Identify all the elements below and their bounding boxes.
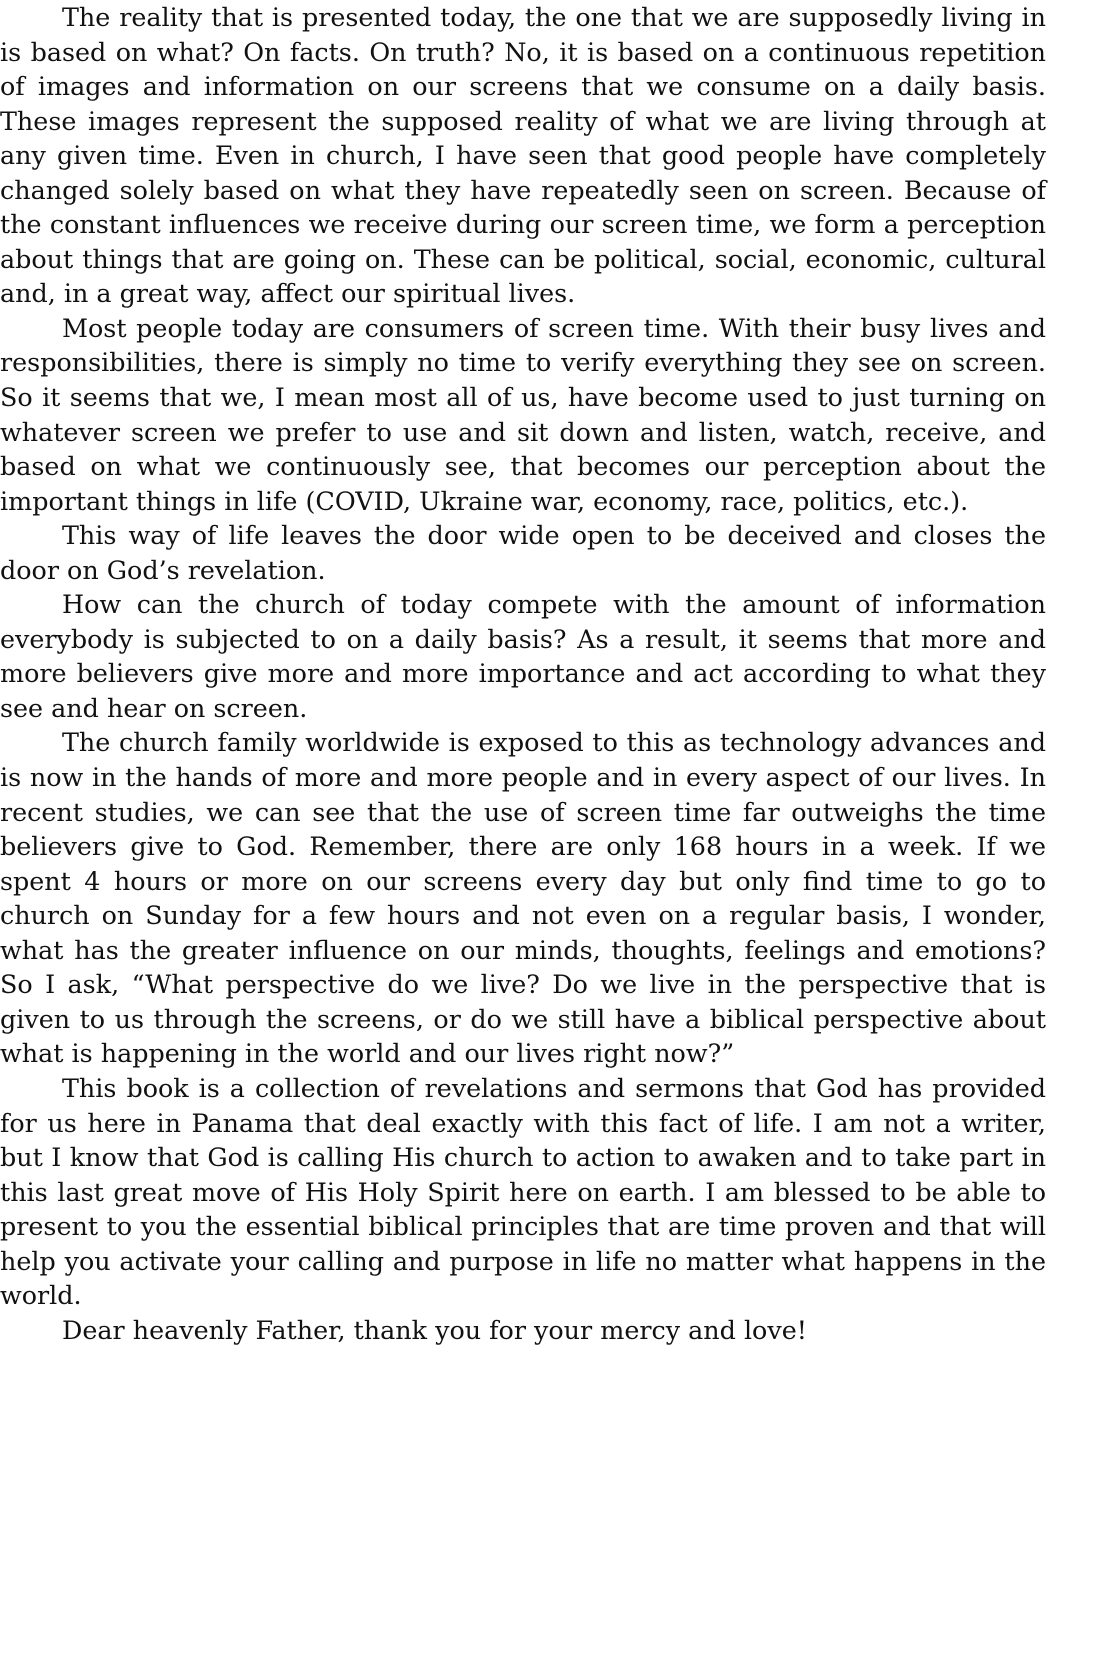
paragraph-3: This way of life leaves the door wide open to be deceived and closes the door on God’s revelation. [0,520,1046,585]
paragraph-2: Most people today are consumers of screen time. With their busy lives and responsibilities, there is simply no time to verify everything they see on screen. So it seems that we, I mean most all of us, have become used to just turning on whatever screen we prefer to use and sit down and listen, watch, receive, and based on what we continuously see, that becomes our perception about the important things in life (COVID, Ukraine war, economy, race, politics, etc.). [0,312,1046,516]
paragraph-4: How can the church of today compete with the amount of information everybody is subjected to on a daily basis? As a result, it seems that more and more believers give more and more importance and act according to what they see and hear on screen. [0,589,1046,723]
paragraph-6: This book is a collection of revelations and sermons that God has provided for us here in Panama that deal exactly with this fact of life. I am not a writer, but I know that God is calling His church to action to awaken and to take part in this last great move of His Holy Spirit here on earth. I am blessed to be able to present to you the essential biblical principles that are time proven and that will help you activate your calling and purpose in life no matter what happens in the world. [0,1072,1046,1311]
paragraph-5: The church family worldwide is exposed to this as technology advances and is now in the hands of more and more people and in every aspect of our lives. In recent studies, we can see that the use of screen time far outweighs the time believers give to God. Remember, there are only 168 hours in a week. If we spent 4 hours or more on our screens every day but only find time to go to church on Sunday for a few hours and not even on a regular basis, I wonder, what has the greater influence on our minds, thoughts, feelings and emotions? So I ask, “What perspective do we live? Do we live in the perspective that is given to us through the screens, or do we still have a biblical perspective about what is happening in the world and our lives right now?” [0,727,1046,1069]
paragraph-7: Dear heavenly Father, thank you for your mercy and love! [62,1314,807,1345]
paragraph-1: The reality that is presented today, the one that we are supposedly living in is based on what? On facts. On truth? No, it is based on a continuous repetition of images and information on our screens that we consume on a daily basis. These images represent the supposed reality of what we are living through at any given time. Even in church, I have seen that good people have completely changed solely based on what they have repeatedly seen on screen. Because of the constant influences we receive during our screen time, we form a perception about things that are going on. These can be political, social, economic, cultural and, in a great way, affect our spiritual lives. [0,2,1046,309]
